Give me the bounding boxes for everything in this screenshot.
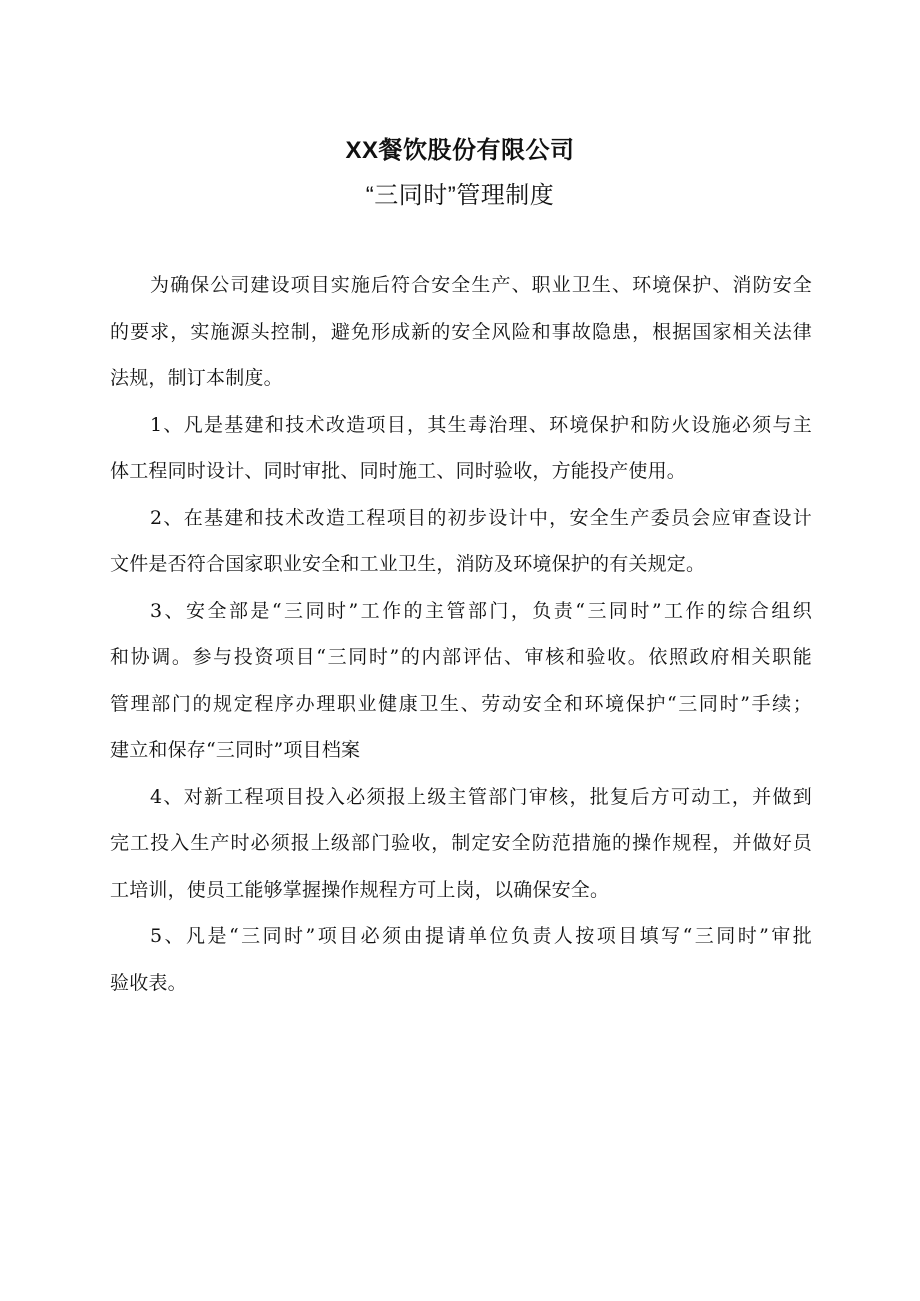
paragraph-item-2 (110, 495, 812, 588)
paragraph-item-5 (110, 913, 812, 1006)
paragraph-intro (110, 262, 812, 402)
company-title: XX餐饮股份有限公司 (345, 137, 575, 164)
paragraph-line: 3、安全部是“三同时”工作的主管部门，负责“三同时”工作的综合组织 (150, 599, 812, 622)
paragraph-line: 验收表。 (110, 971, 187, 994)
paragraph-line: 4、对新工程项目投入必须报上级主管部门审核，批复后方可动工，并做到 (150, 785, 812, 808)
document-body (110, 262, 812, 1006)
paragraph-item-4 (110, 774, 812, 914)
paragraph-line: 的要求，实施源头控制，避免形成新的安全风险和事故隐患，根据国家相关法律 (110, 320, 812, 343)
paragraph-line: 工培训，使员工能够掌握操作规程方可上岗，以确保安全。 (110, 878, 610, 901)
paragraph-line: 建立和保存“三同时”项目档案 (110, 739, 361, 761)
paragraph-line: 文件是否符合国家职业安全和工业卫生，消防及环境保护的有关规定。 (110, 553, 706, 575)
paragraph-line: 为确保公司建设项目实施后符合安全生产、职业卫生、环境保护、消防安全 (150, 274, 812, 296)
paragraph-item-1 (110, 402, 812, 495)
document-title: “三同时”管理制度 (365, 182, 555, 209)
paragraph-line: 体工程同时设计、同时审批、同时施工、同时验收，方能投产使用。 (110, 460, 687, 482)
paragraph-line: 1、凡是基建和技术改造项目，其生毒治理、环境保护和防火设施必须与主 (150, 413, 812, 436)
paragraph-line: 5、凡是“三同时”项目必须由提请单位负责人按项目填写“三同时”审批 (150, 925, 812, 947)
title-block (0, 128, 920, 218)
paragraph-item-3 (110, 588, 812, 774)
paragraph-line: 2、在基建和技术改造工程项目的初步设计中，安全生产委员会应审查设计 (150, 506, 812, 529)
paragraph-line: 完工投入生产时必须报上级部门验收，制定安全防范措施的操作规程，并做好员 (110, 832, 812, 854)
paragraph-line: 法规，制订本制度。 (110, 367, 283, 389)
paragraph-line: 管理部门的规定程序办理职业健康卫生、劳动安全和环境保护“三同时”手续； (110, 692, 812, 715)
paragraph-line: 和协调。参与投资项目“三同时”的内部评估、审核和验收。依照政府相关职能 (110, 646, 812, 668)
